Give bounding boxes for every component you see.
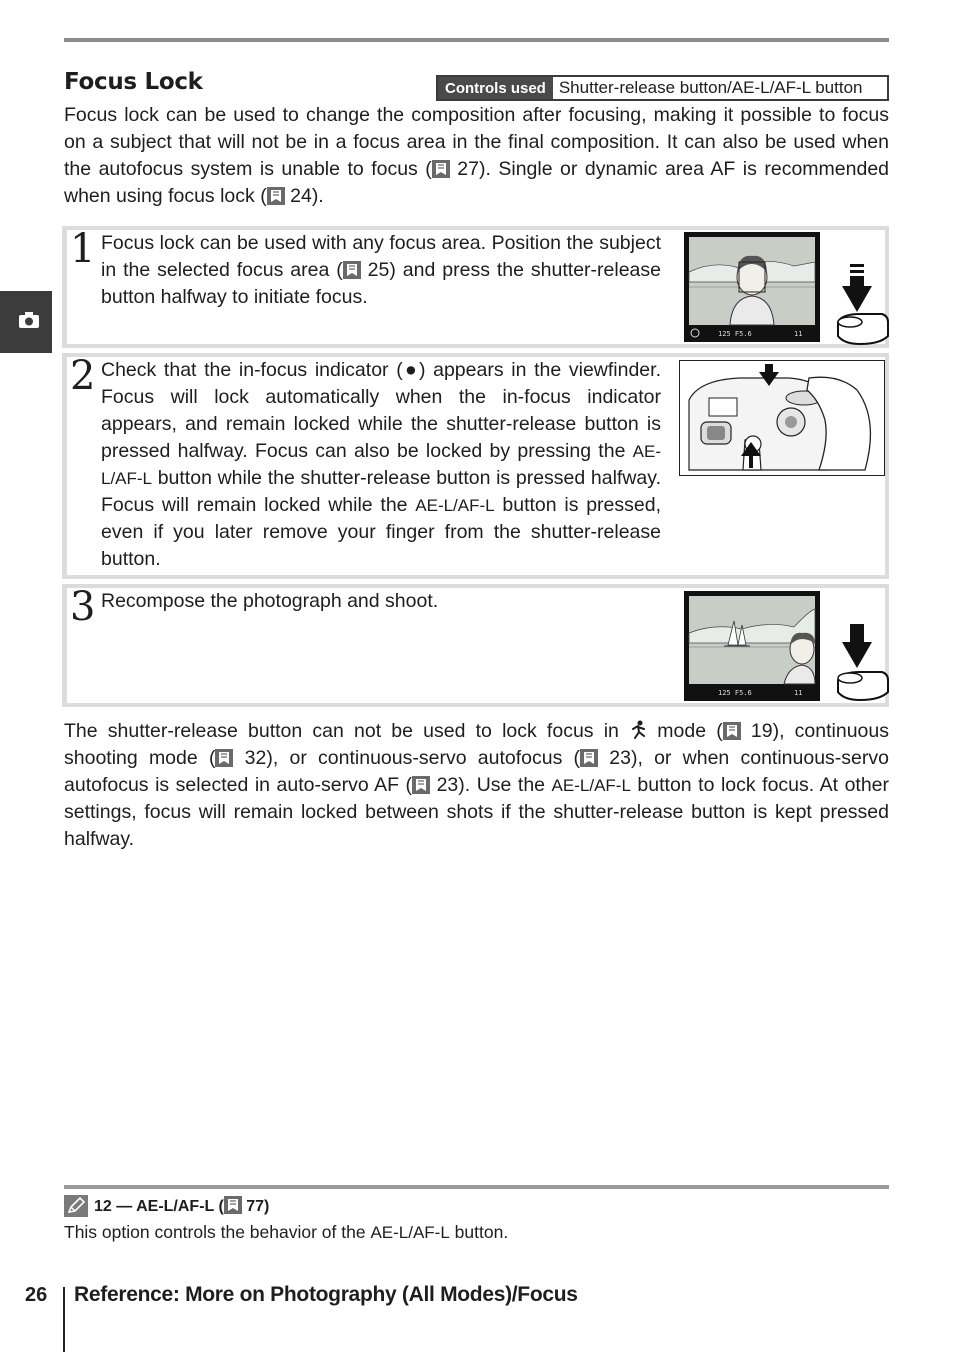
- page-ref: 24: [290, 185, 312, 207]
- viewfinder-readout: 125 F5.6: [718, 689, 752, 697]
- page-ref: 25: [367, 259, 390, 281]
- outro-text: The shutter-release button can not be used to lock focus in: [64, 720, 630, 742]
- outro-text: mode (: [647, 720, 723, 742]
- step-text: [101, 230, 661, 311]
- outro-text: ), or when continuous-servo autofocus is selected in auto-servo AF (: [64, 747, 889, 796]
- controls-used-box: [436, 75, 889, 101]
- intro-text: ).: [311, 185, 324, 207]
- step-number: 3: [70, 584, 96, 630]
- page-reference-icon: [215, 749, 233, 767]
- note-title: [64, 1195, 269, 1217]
- step-number: 1: [70, 226, 96, 272]
- outro-text: ), or continuous-servo autofocus (: [266, 747, 581, 769]
- outro-paragraph: [64, 718, 889, 853]
- step-text: Recompose the photograph and shoot.: [101, 590, 439, 612]
- page-ref: 77: [246, 1198, 265, 1215]
- ae-l-af-l-key-label: AE-L/AF-L: [415, 496, 495, 515]
- note-rule: [64, 1185, 889, 1189]
- outro-text: ). Use the: [458, 774, 552, 796]
- intro-text: Focus lock can be used to change the composition after focusing, making it possible to focus on a subject that will not be in a focus area in the final composition. It can also be used when the autofocus system is unable to focus (: [64, 104, 889, 180]
- viewfinder-count: 11: [794, 330, 803, 338]
- footer-rule: [63, 1287, 65, 1352]
- viewfinder-readout: 125 F5.6: [718, 330, 752, 338]
- sports-mode-icon: [629, 720, 647, 740]
- shutter-full-press-illustration: [830, 622, 890, 702]
- viewfinder-recompose-illustration: [684, 591, 820, 701]
- step-text-part: Check that the in-focus indicator (●) appears in the viewfinder. Focus will lock automatically when the in-focus indicator appears, and remain locked while the shutter-release button is pressed halfway. Focus can also be locked by pressing the: [101, 359, 661, 462]
- step-2: [62, 353, 889, 579]
- page-ref: 19: [750, 720, 773, 742]
- pencil-note-icon: [64, 1195, 88, 1217]
- page-number: 26: [25, 1284, 48, 1306]
- page-reference-icon: [343, 261, 361, 279]
- page-reference-icon: [412, 776, 430, 794]
- outro-text: ), continuous shooting mode (: [64, 720, 890, 769]
- page-ref: 23: [609, 747, 631, 769]
- viewfinder-count: 11: [794, 689, 803, 697]
- step-text-part: button while the shutter-release button is pressed halfway. Focus will remain locked while the: [101, 467, 661, 516]
- intro-paragraph: [64, 102, 889, 210]
- intro-text: ). Single or dynamic area AF is recommended when using focus lock (: [64, 158, 890, 207]
- note-body: [64, 1222, 508, 1243]
- page-title: Focus Lock: [64, 69, 203, 95]
- ae-l-af-l-key-label: AE-L/AF-L: [370, 1223, 450, 1242]
- controls-used-value: Shutter-release button/AE-L/AF-L button: [553, 77, 887, 99]
- camera-back-illustration: [679, 360, 885, 476]
- page-reference-icon: [432, 160, 450, 178]
- page-reference-icon: [224, 1196, 242, 1214]
- step-text: [101, 357, 661, 573]
- note-title-text: 12 — AE-L/AF-L (: [94, 1198, 224, 1215]
- side-tab: [0, 291, 52, 353]
- note-body-text: This option controls the behavior of the: [64, 1222, 371, 1242]
- step-1: [62, 226, 889, 348]
- note-body-text: button.: [449, 1222, 509, 1242]
- page-ref: 27: [457, 158, 479, 180]
- step-text-part: Focus lock can be used with any focus area. Position the subject in the selected focus area (: [101, 232, 661, 281]
- ae-l-af-l-key-label: AE-L/AF-L: [551, 776, 631, 795]
- step-text-part: button is pressed, even if you later remove your finger from the shutter-release button.: [101, 494, 661, 570]
- viewfinder-portrait-illustration: [684, 232, 820, 342]
- ae-l-af-l-key-label: AE-L/AF-L: [101, 442, 661, 488]
- footer-section-title: Reference: More on Photography (All Modes)/Focus: [74, 1283, 578, 1306]
- page-ref: 32: [244, 747, 267, 769]
- controls-used-label: Controls used: [438, 77, 553, 99]
- top-rule: [64, 38, 889, 42]
- shutter-half-press-illustration: [830, 260, 890, 346]
- step-3: [62, 584, 889, 707]
- note-title-text: ): [264, 1198, 270, 1215]
- camera-icon: [18, 311, 40, 329]
- page-reference-icon: [723, 722, 741, 740]
- page-reference-icon: [267, 187, 285, 205]
- page-reference-icon: [580, 749, 598, 767]
- step-number: 2: [70, 353, 96, 399]
- step-text-part: ) and press the shutter-release button halfway to initiate focus.: [101, 259, 661, 308]
- outro-text: button to lock focus. At other settings, focus will remain locked between shots if the shutter-release button is kept pressed halfway.: [64, 774, 890, 850]
- page-ref: 23: [436, 774, 459, 796]
